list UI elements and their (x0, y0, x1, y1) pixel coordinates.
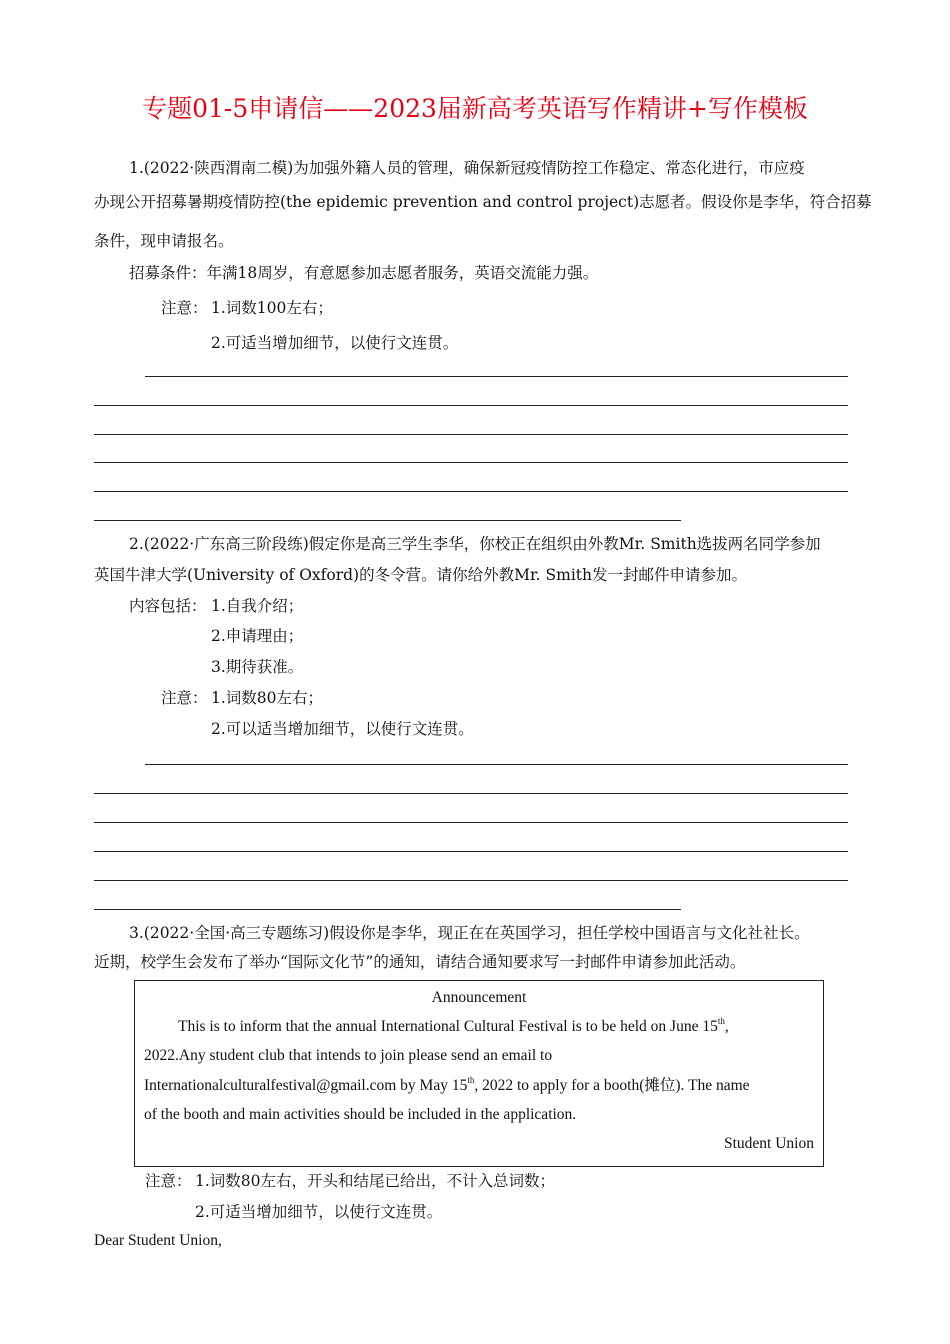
q3-note-1: 1.词数80左右，开头和结尾已给出，不计入总词数； (195, 1172, 556, 1190)
q2-prompt-line-2: 英国牛津大学(University of Oxford)的冬令营。请你给外教Mr. Smith发一封邮件申请参加。 (94, 566, 748, 584)
q3-prompt-line-1: 3.(2022·全国·高三专题练习)假设你是李华，现正在在英国学习，担任学校中国语言与文化社社长。 (129, 924, 810, 942)
announcement-heading: Announcement (431, 989, 527, 1006)
q2-answer-line (94, 822, 848, 823)
q1-note-2: 2.可适当增加细节，以使行文连贯。 (211, 334, 459, 352)
q1-prompt-line-1: 1.(2022·陕西渭南二模)为加强外籍人员的管理，确保新冠疫情防控工作稳定、常态化进行，市应疫 (129, 159, 805, 177)
announcement-line-1: This is to inform that the annual International Cultural Festival is to be held on June 15th, (178, 1016, 729, 1035)
document-title: 专题01-5申请信——2023届新高考英语写作精讲+写作模板 (142, 94, 808, 123)
q2-answer-line (94, 851, 848, 852)
q1-prompt-line-3: 条件，现申请报名。 (94, 232, 234, 250)
announcement-line-3: Internationalculturalfestival@gmail.com by May 15th, 2022 to apply for a booth(摊位). The name (144, 1075, 750, 1094)
q1-answer-line (94, 520, 681, 521)
q3-prompt-line-2: 近期，校学生会发布了举办“国际文化节”的通知，请结合通知要求写一封邮件申请参加此活动。 (94, 953, 746, 971)
q1-answer-line (94, 405, 848, 406)
q2-answer-line (94, 793, 848, 794)
q1-answer-line (94, 491, 848, 492)
announcement-line-2: 2022.Any student club that intends to join please send an email to (144, 1047, 553, 1064)
q2-note-1: 1.词数80左右； (211, 689, 324, 707)
q2-answer-line (94, 909, 681, 910)
q1-note-1: 1.词数100左右； (211, 299, 333, 317)
q1-answer-line (145, 376, 848, 377)
q3-note-label: 注意： (145, 1172, 192, 1190)
q1-answer-line (94, 434, 848, 435)
letter-salutation: Dear Student Union, (94, 1232, 222, 1249)
q2-answer-line (94, 880, 848, 881)
announcement-line-4: of the booth and main activities should be included in the application. (144, 1106, 577, 1123)
q2-answer-line (145, 764, 848, 765)
q2-note-label: 注意： (161, 689, 208, 707)
q1-conditions: 招募条件：年满18周岁，有意愿参加志愿者服务，英语交流能力强。 (129, 264, 599, 282)
q2-prompt-line-1: 2.(2022·广东高三阶段练)假定你是高三学生李华，你校正在组织由外教Mr. Smith选拔两名同学参加 (129, 535, 821, 553)
announcement-email: Internationalculturalfestival@gmail.com by May 15 (144, 1077, 468, 1094)
q1-prompt-line-2: 办现公开招募暑期疫情防控(the epidemic prevention and control project)志愿者。假设你是李华，符合招募 (94, 193, 872, 211)
announcement-signature: Student Union (724, 1135, 814, 1152)
announcement-box (134, 980, 824, 1167)
q3-note-2: 2.可适当增加细节，以使行文连贯。 (195, 1203, 443, 1221)
q2-content-label: 内容包括： (129, 597, 207, 615)
q1-note-label: 注意： (161, 299, 208, 317)
q1-answer-line (94, 462, 848, 463)
q2-content-2: 2.申请理由； (211, 627, 304, 645)
q2-content-3: 3.期待获准。 (211, 658, 304, 676)
q2-note-2: 2.可以适当增加细节，以使行文连贯。 (211, 720, 474, 738)
q2-content-1: 1.自我介绍； (211, 597, 304, 615)
